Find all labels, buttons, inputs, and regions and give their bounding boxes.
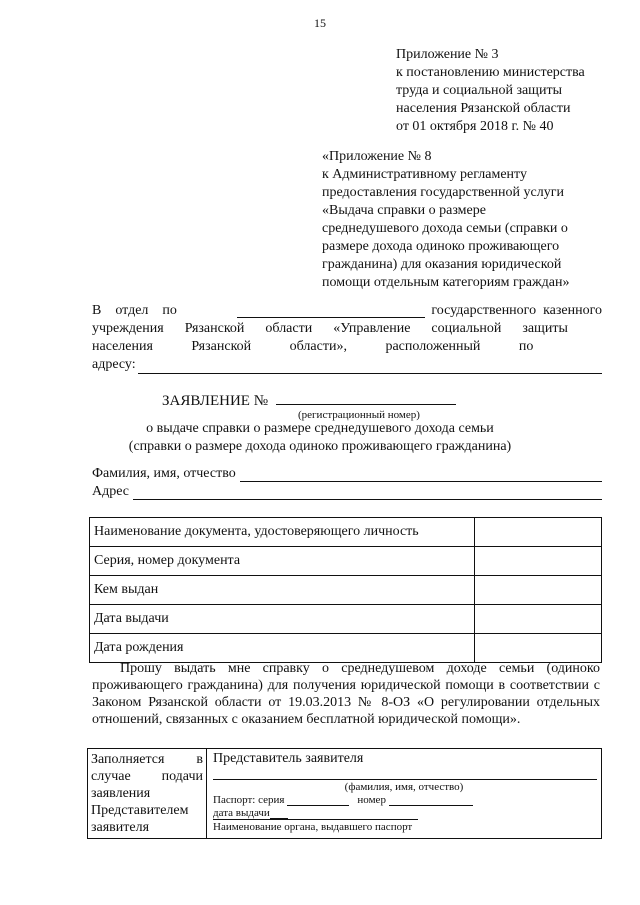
fio-label: Фамилия, имя, отчество: [92, 466, 236, 481]
table-cell-value[interactable]: [475, 547, 602, 576]
annex-inner-line: «Выдача справки о размере: [322, 203, 486, 218]
fio-input-line[interactable]: [240, 467, 602, 482]
address-line1-end: государственного казенного: [431, 303, 602, 318]
table-row: [90, 576, 602, 605]
page-number: 15: [314, 16, 326, 30]
annex-header: [396, 46, 585, 136]
table-cell-value[interactable]: [475, 576, 602, 605]
table-cell-value[interactable]: [475, 518, 602, 547]
annex-header-line: населения Рязанской области: [396, 101, 571, 116]
fio-field: [92, 466, 602, 482]
statement-title: [162, 390, 456, 410]
request-paragraph: Прошу выдать мне справку о среднедушевом доходе семьи (одиноко проживающего гражданина) для получения юридической помощи в соответствии с Законом Рязанской области от 19.03.2013 № 8-ОЗ «О регулировании отдельных отношений, связанных с оказанием бесплатной юридической помощи».: [92, 661, 600, 727]
representative-fio-caption: (фамилия, имя, отчество): [344, 781, 464, 793]
address-input-line[interactable]: [138, 359, 602, 374]
annex-inner-line: размере дохода одиноко проживающего: [322, 239, 560, 254]
table-cell-label: Дата выдачи: [90, 605, 475, 634]
annex-header-line: Приложение № 3: [396, 47, 499, 62]
table-cell-value[interactable]: [475, 634, 602, 663]
annex-inner-line: к Административному регламенту: [322, 167, 527, 182]
table-cell-label: Серия, номер документа: [90, 547, 475, 576]
annex-header-line: труда и социальной защиты: [396, 83, 562, 98]
address-line4: адресу:: [92, 357, 136, 372]
department-input-line[interactable]: [237, 303, 425, 318]
annex-inner-line: помощи отдельным категориям граждан»: [322, 275, 570, 290]
statement-subject-line1: о выдаче справки о размере среднедушевого дохода семьи: [146, 421, 494, 436]
table-cell-label: Наименование документа, удостоверяющего личность: [90, 518, 475, 547]
annex-header-line: к постановлению министерства: [396, 65, 585, 80]
annex-inner-line: гражданина) для оказания юридической: [322, 257, 562, 272]
representative-fio-line[interactable]: [213, 767, 597, 780]
representative-note: Заполняется в случае подачи заявления Представителем заявителя: [88, 749, 207, 839]
issuer-label: Наименование органа, выдавшего паспорт: [213, 819, 418, 833]
address-label: Адрес: [92, 484, 130, 499]
table-cell-label: Кем выдан: [90, 576, 475, 605]
reg-number-caption: (регистрационный номер): [298, 409, 420, 421]
issue-date-label: дата выдачи: [213, 807, 270, 819]
address-field-input-line[interactable]: [133, 485, 602, 500]
statement-label: ЗАЯВЛЕНИЕ №: [162, 393, 269, 409]
passport-series-label: Паспорт: серия: [213, 794, 285, 806]
passport-number-label: номер: [357, 794, 386, 806]
table-row: [90, 605, 602, 634]
representative-table: [87, 748, 602, 839]
statement-subject-line2: (справки о размере дохода одиноко проживающего гражданина): [128, 439, 512, 454]
address-line2: учреждения Рязанской области «Управление социальной защиты: [92, 321, 568, 336]
annex-inner: [322, 148, 612, 292]
passport-series-line[interactable]: [287, 795, 349, 806]
annex-inner-line: предоставления государственной услуги: [322, 185, 564, 200]
reg-number-line[interactable]: [276, 390, 456, 405]
table-cell-value[interactable]: [475, 605, 602, 634]
address-line1-start: В отдел по: [92, 303, 177, 318]
passport-number-line[interactable]: [389, 795, 473, 806]
annex-header-line: от 01 октября 2018 г. № 40: [396, 119, 554, 134]
representative-title: Представитель заявителя: [213, 751, 364, 766]
table-row: [90, 634, 602, 663]
table-row: [90, 547, 602, 576]
table-row: [90, 518, 602, 547]
address-field: [92, 484, 602, 500]
address-block: [92, 302, 602, 374]
table-cell-label: Дата рождения: [90, 634, 475, 663]
annex-inner-line: среднедушевого дохода семьи (справки о: [322, 221, 568, 236]
representative-fields: [207, 749, 602, 839]
annex-inner-line: «Приложение № 8: [322, 149, 432, 164]
issue-date-line[interactable]: [270, 808, 288, 819]
address-line3: населения Рязанской области», расположенный по: [92, 339, 534, 354]
document-table: [89, 517, 602, 663]
